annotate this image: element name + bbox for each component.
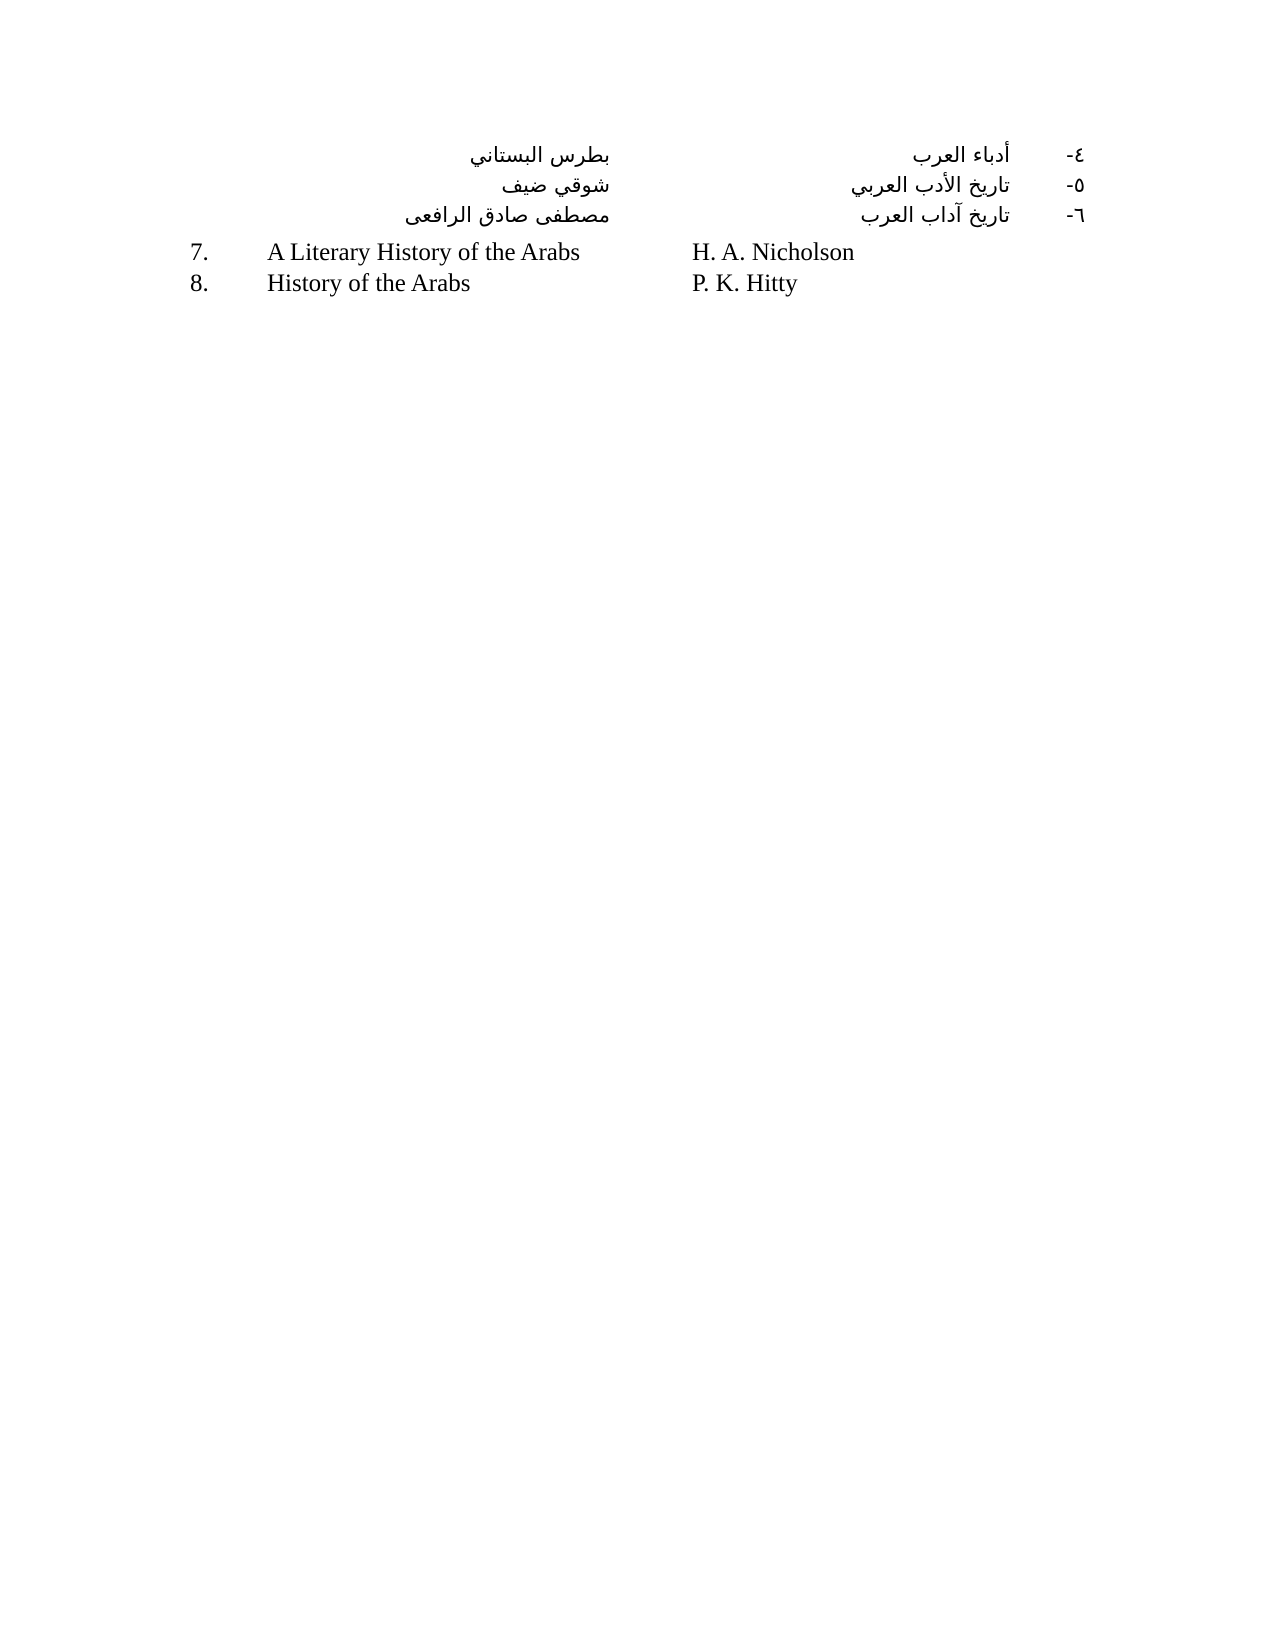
reference-number: ٥- — [1066, 173, 1085, 197]
reference-author: شوقي ضيف — [501, 173, 610, 197]
reference-title: تاريخ الأدب العربي — [850, 173, 1010, 197]
reference-title: أدباء العرب — [912, 143, 1010, 167]
reference-item-4 — [200, 140, 1085, 170]
reference-title: History of the Arabs — [267, 270, 471, 297]
reference-item-5 — [200, 170, 1085, 200]
reference-number: 8. — [190, 270, 209, 297]
reference-number: ٦- — [1066, 203, 1085, 227]
reference-item-7 — [190, 237, 1090, 269]
reference-item-6 — [200, 200, 1085, 230]
reference-item-8 — [190, 268, 1090, 300]
reference-number: 7. — [190, 239, 209, 266]
reference-author: P. K. Hitty — [692, 270, 798, 297]
reference-number: ٤- — [1066, 143, 1085, 167]
reference-author: مصطفى صادق الرافعى — [404, 203, 610, 227]
reference-title: A Literary History of the Arabs — [267, 239, 581, 266]
reference-author: بطرس البستاني — [469, 143, 610, 167]
reference-author: H. A. Nicholson — [692, 239, 855, 266]
reference-title: تاريخ آداب العرب — [860, 203, 1010, 227]
